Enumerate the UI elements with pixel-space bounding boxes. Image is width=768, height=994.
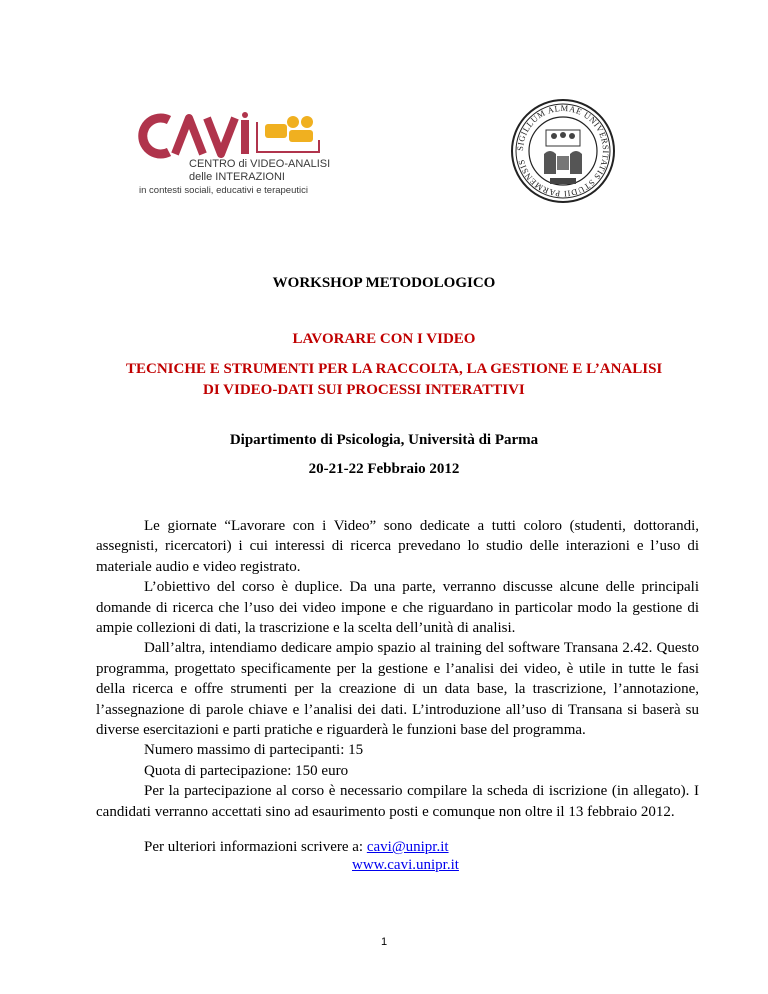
contact-label: Per ulteriori informazioni scrivere a: [144, 839, 367, 855]
logo-line-3: in contesti sociali, educativi e terapeutici [139, 185, 308, 196]
logo-line-2: delle INTERAZIONI [189, 171, 285, 183]
title-line-1: LAVORARE CON I VIDEO [292, 331, 476, 347]
cavi-logo-mark [137, 112, 327, 160]
cavi-logo [137, 112, 331, 204]
paragraph-intro: Le giornate “Lavorare con i Video” sono dedicate a tutti coloro (studenti, dottorandi, assegnisti, ricercatori) i cui interessi di ricerca prevedano lo studio delle interazioni e l’uso di materiale audio e video registrato. [96, 518, 699, 575]
dates-line: 20-21-22 Febbraio 2012 [308, 461, 460, 477]
email-link[interactable]: cavi@unipr.it [366, 839, 449, 855]
website-line [352, 857, 459, 874]
website-link[interactable]: www.cavi.unipr.it [352, 857, 459, 873]
paragraph-max-participants: Numero massimo di partecipanti: 15 [144, 742, 364, 759]
paragraph-registration: Per la partecipazione al corso è necessario compilare la scheda di iscrizione (in allegato). I candidati verranno accettati sino ad esaurimento posti e comunque non oltre il 13 febbraio 2012. [96, 783, 699, 820]
paragraph-training: Dall’altra, intendiamo dedicare ampio spazio al training del software Transana 2.42. Questo programma, progettato specificamente per la gestione e l’analisi dei video, è utile in tutte le fasi della ricerca e offre strumenti per la creazione di un data base, la trascrizione, l’annotazione, l’assegnazione di parole chiave e l’analisi dei dati. L’introduzione all’uso di Transana si baserà su diverse esercitazioni e parti pratiche e riguarderà le funzioni base del programma. [96, 640, 699, 739]
seal-ring-text: SIGILLUM ALMAE UNIVERSITATIS STUDII PARMENSIS [514, 102, 612, 200]
department-line: Dipartimento di Psicologia, Università di Parma [229, 432, 539, 448]
body-text [96, 516, 699, 822]
workshop-heading: WORKSHOP METODOLOGICO [272, 275, 496, 291]
page-number: 1 [380, 936, 388, 948]
paragraph-fee: Quota di partecipazione: 150 euro [144, 762, 349, 779]
university-seal [510, 98, 616, 204]
contact-line [144, 837, 449, 857]
paragraph-objective: L’obiettivo del corso è duplice. Da una parte, verranno discusse alcune delle principali domande di ricerca che l’uso dei video impone e che riguardano in particolar modo la gestione di ampie collezioni di dati, la trascrizione e la scelta dell’unità di analisi. [96, 579, 699, 637]
title-line-3: DI VIDEO-DATI SUI PROCESSI INTERATTIVI [203, 382, 525, 398]
logo-line-1: CENTRO di VIDEO-ANALISI [189, 158, 331, 170]
title-line-2: TECNICHE E STRUMENTI PER LA RACCOLTA, LA GESTIONE E L’ANALISI [126, 361, 663, 377]
